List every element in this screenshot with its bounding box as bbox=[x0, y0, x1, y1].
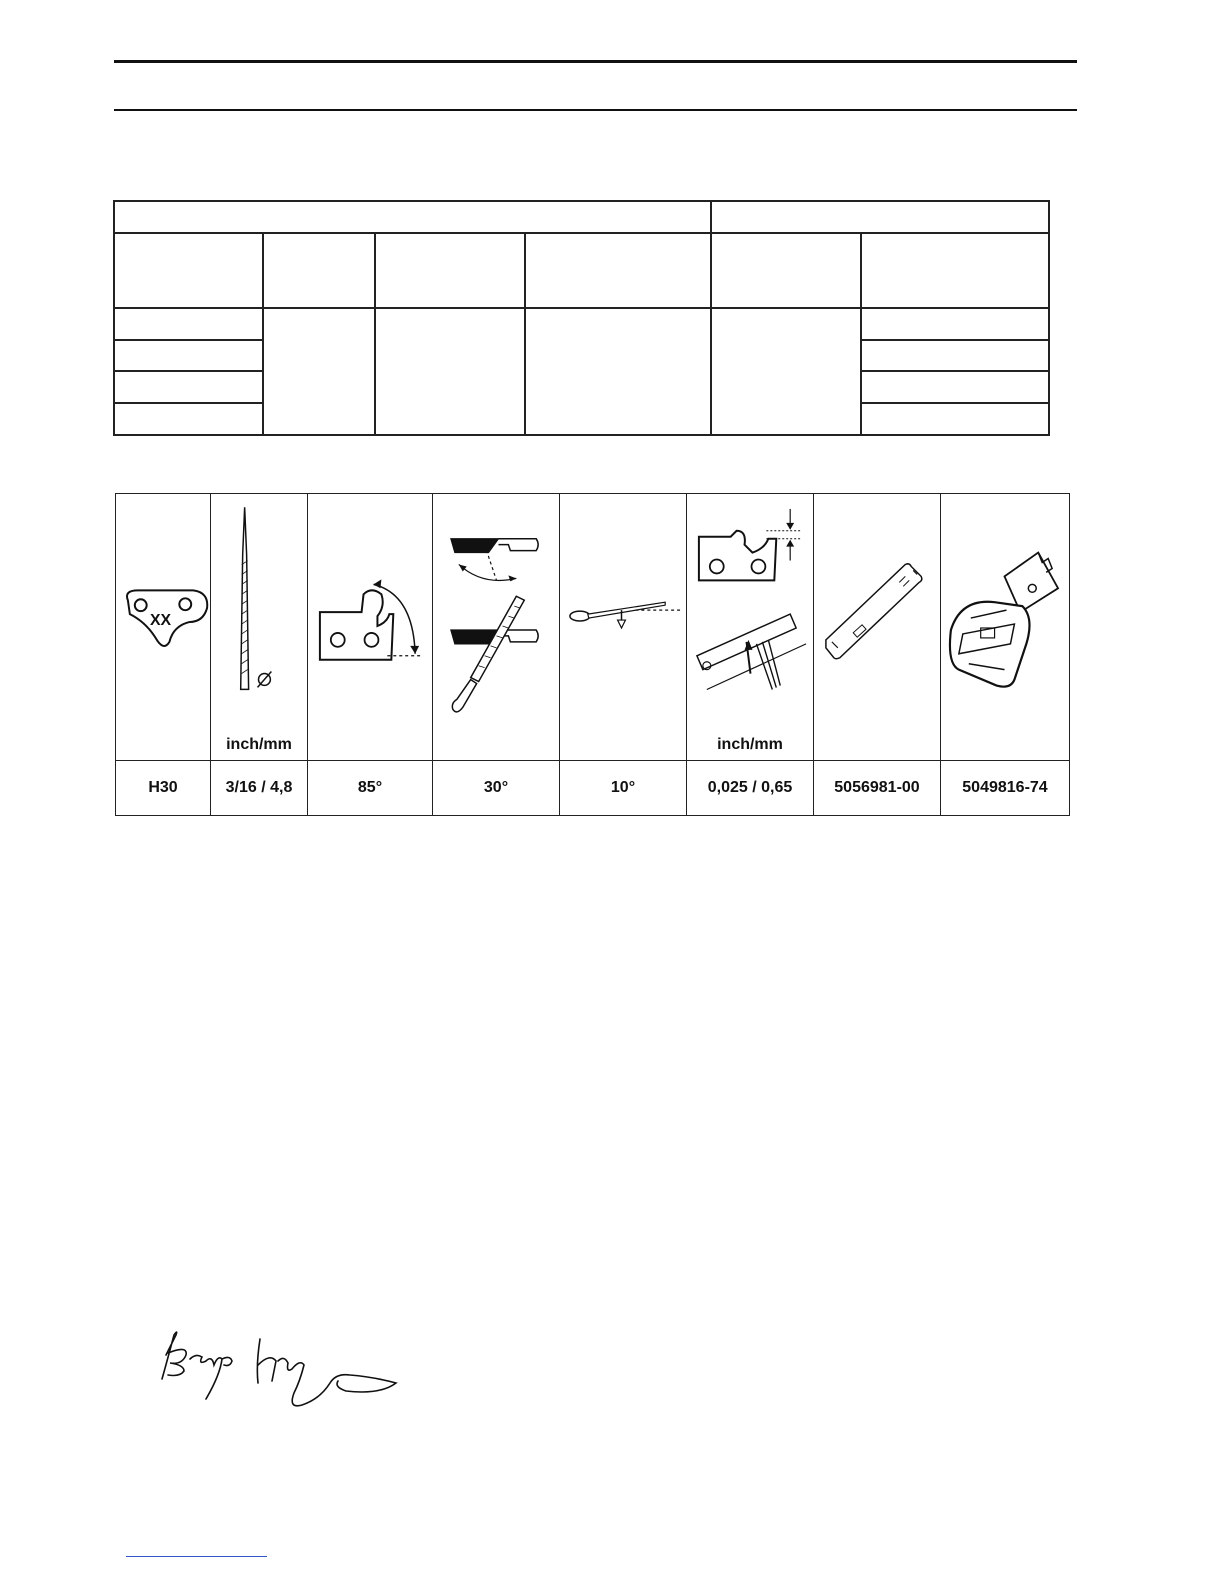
spec-row bbox=[114, 308, 1049, 340]
round-file-diameter-icon bbox=[211, 494, 307, 760]
cutter-side-angle-icon bbox=[308, 494, 432, 760]
spec-merged-cell bbox=[263, 308, 375, 435]
chain-gauge-value: H30 bbox=[116, 761, 211, 816]
illustration-cell bbox=[116, 494, 211, 761]
filing-angle-value: 30° bbox=[433, 761, 560, 816]
gauge-tool-part-number: 5056981-00 bbox=[814, 761, 941, 816]
file-tilt-angle-icon bbox=[560, 494, 686, 760]
spec-header-row-1 bbox=[114, 201, 1049, 233]
filing-angle-icon bbox=[433, 494, 559, 760]
depth-gauge-setting-icon bbox=[687, 494, 813, 760]
file-holder-part-number: 5049816-74 bbox=[941, 761, 1070, 816]
spec-column-header bbox=[375, 233, 525, 308]
file-tilt-value: 10° bbox=[560, 761, 687, 816]
header-rule-bottom bbox=[114, 109, 1077, 111]
illustration-cell bbox=[560, 494, 687, 761]
spec-header-cell-right bbox=[711, 201, 1049, 233]
depth-gauge-tool-icon bbox=[814, 494, 940, 760]
svg-text:XX: XX bbox=[149, 612, 172, 630]
illustration-cell bbox=[211, 494, 308, 761]
illustration-cell bbox=[814, 494, 941, 761]
sharpening-table bbox=[115, 493, 1070, 816]
spec-merged-cell bbox=[711, 308, 861, 435]
spec-cell bbox=[861, 340, 1049, 371]
spec-cell bbox=[114, 403, 263, 435]
specification-table bbox=[113, 200, 1050, 436]
spec-header-cell-left bbox=[114, 201, 711, 233]
file-holder-icon bbox=[941, 494, 1069, 760]
illustration-cell bbox=[433, 494, 560, 761]
chain-gauge-marking-icon bbox=[116, 494, 210, 760]
spec-header-row-2 bbox=[114, 233, 1049, 308]
spec-cell bbox=[114, 340, 263, 371]
spec-cell bbox=[861, 403, 1049, 435]
illustration-cell bbox=[308, 494, 433, 761]
spec-column-header bbox=[711, 233, 861, 308]
spec-cell bbox=[114, 371, 263, 403]
footer-link-underline bbox=[126, 1556, 267, 1557]
spec-cell bbox=[861, 371, 1049, 403]
spec-column-header bbox=[114, 233, 263, 308]
spec-column-header bbox=[525, 233, 711, 308]
sharpening-illustration-row bbox=[116, 494, 1070, 761]
unit-label: inch/mm bbox=[717, 736, 783, 753]
spec-cell bbox=[114, 308, 263, 340]
spec-cell bbox=[861, 308, 1049, 340]
spec-merged-cell bbox=[525, 308, 711, 435]
side-angle-value: 85° bbox=[308, 761, 433, 816]
sharpening-values-row bbox=[116, 761, 1070, 816]
depth-gauge-value: 0,025 / 0,65 bbox=[687, 761, 814, 816]
header-rule-top bbox=[114, 60, 1077, 63]
spec-merged-cell bbox=[375, 308, 525, 435]
unit-label: inch/mm bbox=[226, 736, 292, 753]
illustration-cell bbox=[941, 494, 1070, 761]
spec-column-header bbox=[263, 233, 375, 308]
illustration-cell bbox=[687, 494, 814, 761]
file-diameter-value: 3/16 / 4,8 bbox=[211, 761, 308, 816]
signature bbox=[160, 1325, 405, 1415]
spec-column-header bbox=[861, 233, 1049, 308]
